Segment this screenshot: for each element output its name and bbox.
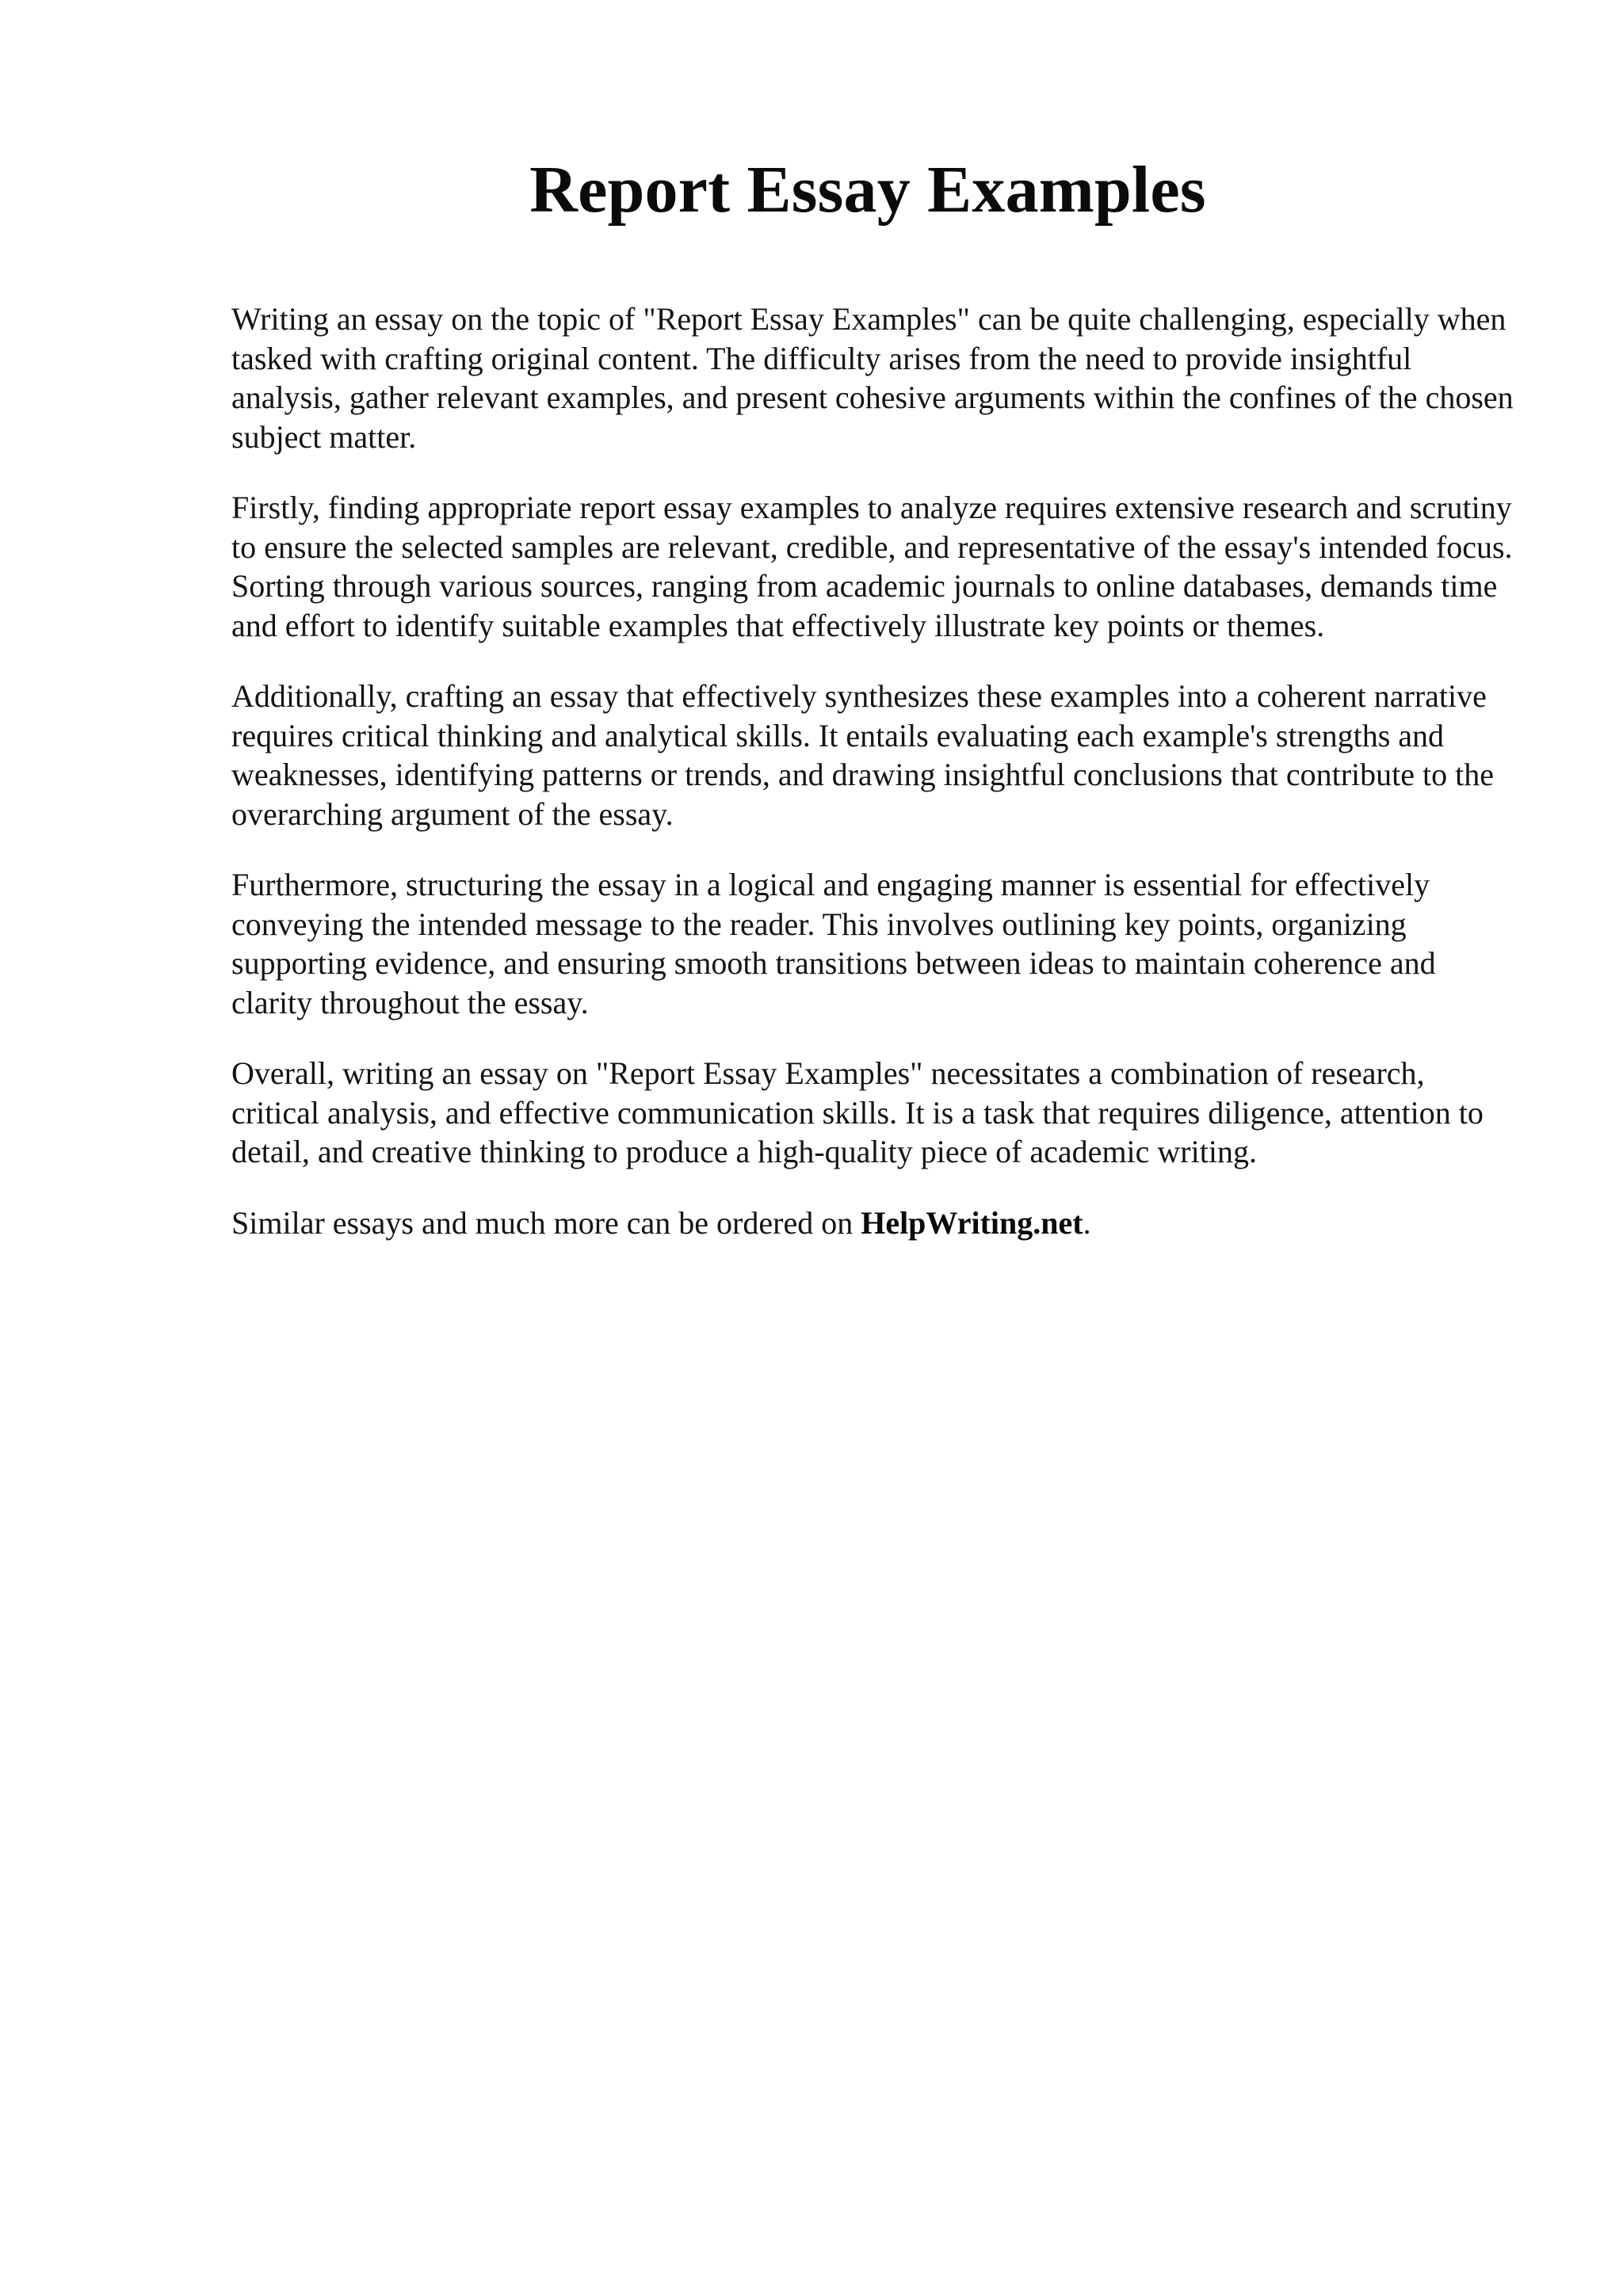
paragraph-structure: Furthermore, structuring the essay in a logical and engaging manner is essential for effectively conveying the intended message to the reader. This involves outlining key points, organizing supporting evidence, and ensuring smooth transitions between ideas to maintain coherence and clarity throughout the essay.	[231, 867, 1436, 1020]
closing-line	[231, 1203, 1515, 1243]
paragraph-analysis: Additionally, crafting an essay that effectively synthesizes these examples into a coherent narrative requires critical thinking and analytical skills. It entails evaluating each example's strengths and weaknesses, identifying patterns or trends, and drawing insightful conclusions that contribute to the overarching argument of the essay.	[231, 678, 1494, 832]
page-title: Report Essay Examples	[529, 153, 1206, 227]
paragraph-conclusion: Overall, writing an essay on "Report Essay Examples" necessitates a combination of research, critical analysis, and effective communication skills. It is a task that requires diligence, attention to detail, and creative thinking to produce a high-quality piece of academic writing.	[231, 1055, 1484, 1169]
closing-suffix: .	[1083, 1204, 1091, 1241]
paragraph-research: Firstly, finding appropriate report essay examples to analyze requires extensive research and scrutiny to ensure the selected samples are relevant, credible, and representative of the essay's intended focus. Sorting through various sources, ranging from academic journals to online databases, demands time and effort to identify suitable examples that effectively illustrate key points or themes.	[231, 490, 1513, 643]
paragraph-intro: Writing an essay on the topic of "Report Essay Examples" can be quite challenging, especially when tasked with crafting original content. The difficulty arises from the need to provide insightful analysis, gather relevant examples, and present cohesive arguments within the confines of the chosen subject matter.	[231, 301, 1514, 455]
helpwriting-link[interactable]: HelpWriting.net	[861, 1204, 1083, 1241]
closing-text: Similar essays and much more can be ordered on	[231, 1204, 854, 1241]
essay-body	[231, 299, 1515, 1242]
